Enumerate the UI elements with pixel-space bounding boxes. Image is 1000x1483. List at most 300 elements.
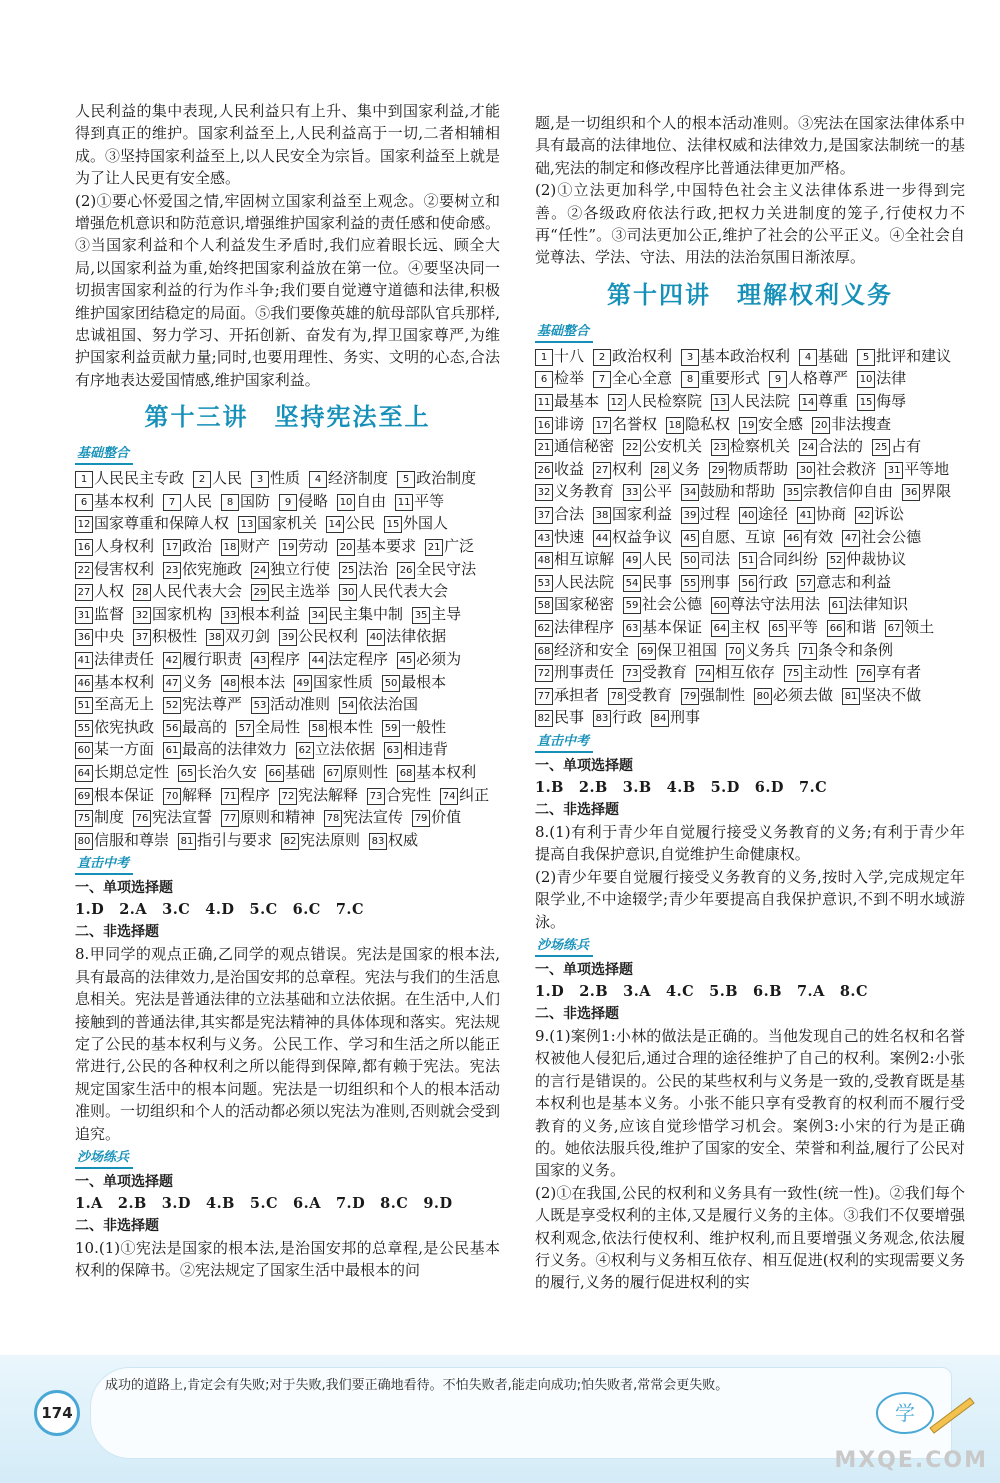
blank-text: 宪法原则 (300, 830, 361, 849)
blank-answer (75, 467, 184, 490)
nonmc-label-13a: 二、非选择题 (75, 924, 159, 941)
logo-char: 学 (895, 1401, 915, 1425)
blank-answer (726, 639, 790, 662)
watermark: MXQE.COM (834, 1448, 988, 1473)
question-9-14: 9.(1)案例1:小林的做法是正确的。当他发现自己的姓名权和名誉权被他人侵犯后,通过合理的途径维护了自己的权利。案例2:小张的言行是错误的。公民的某些权利与义务是一致的,受教育既是基本权利也是基本义务。小张不能只享有受教育的权利而不履行受教育的义务,应该自觉珍惜学习机会。案例3:小宋的行为是正确的。她依法服兵役,维护了国家的安全、荣誉和利益,履行了公民对国家的义务。 (2)①在我国,公民的权利和义务具有一致性(统一性)。②我们每个人既是享受权利的主体,又是履行义务的主体。③我们不仅要增强权利观念,依法行使权利、维护权利,而且要增强义务观念,依法履行义务。④权利与义务相互依存、相互促进(权利的实现需要义务的履行,义务的履行促进权利的实 (535, 1026, 965, 1292)
blank-text: 人民民主专政 (94, 469, 185, 488)
blank-answer (251, 648, 300, 671)
blank-number: 72 (535, 665, 553, 682)
blank-number: 74 (696, 665, 714, 682)
blank-text: 安全感 (758, 414, 804, 433)
blank-number: 40 (367, 629, 385, 646)
blank-answer (133, 580, 242, 603)
blank-text: 检察机关 (730, 437, 791, 456)
blank-answer (75, 738, 154, 761)
blank-number: 43 (535, 530, 553, 547)
blank-answer (842, 526, 921, 549)
blank-text: 义务兵 (745, 640, 791, 659)
blank-number: 50 (681, 552, 699, 569)
blank-answer (75, 625, 124, 648)
blank-number: 2 (593, 349, 611, 366)
blank-text: 义务 (670, 459, 701, 478)
blank-text: 意志和利益 (816, 572, 892, 591)
blank-answer (608, 390, 702, 413)
blank-answer (75, 671, 154, 694)
blank-text: 外国人 (403, 514, 449, 533)
blank-text: 根本利益 (240, 604, 301, 623)
blank-number: 3 (251, 471, 269, 488)
blank-text: 人民 (212, 469, 243, 488)
blank-number: 5 (397, 471, 415, 488)
blank-number: 77 (221, 810, 239, 827)
blank-text: 和谐 (846, 617, 877, 636)
blank-number: 64 (711, 620, 729, 637)
blank-text: 义务 (182, 672, 213, 691)
blank-text: 十八 (554, 346, 585, 365)
blank-text: 行政 (612, 708, 643, 727)
blank-answer (681, 503, 730, 526)
blank-text: 通信秘密 (554, 437, 615, 456)
blank-number: 38 (593, 507, 611, 524)
blank-number: 38 (206, 629, 224, 646)
blank-text: 宪法尊严 (182, 695, 243, 714)
blank-number: 68 (535, 643, 553, 660)
blank-answer (75, 580, 124, 603)
blank-answer (711, 390, 790, 413)
blank-answer (163, 558, 242, 581)
blank-number: 59 (623, 597, 641, 614)
blank-answer (593, 367, 672, 390)
blank-text: 全心全意 (612, 369, 673, 388)
blank-text: 相互依存 (715, 663, 776, 682)
blank-text: 民事 (642, 572, 673, 591)
blank-number: 9 (279, 494, 297, 511)
blank-answer (163, 490, 212, 513)
blank-number: 58 (309, 720, 327, 737)
blank-number: 78 (608, 688, 626, 705)
blank-text: 人民法院 (730, 392, 791, 411)
blank-answer (608, 684, 672, 707)
blank-text: 基本要求 (356, 537, 417, 556)
nonmc-label-13b: 二、非选择题 (75, 1218, 159, 1235)
blank-number: 67 (885, 620, 903, 637)
blank-answer (412, 806, 461, 829)
blank-text: 合法 (554, 505, 585, 523)
blank-text: 尊重 (818, 392, 849, 411)
blank-answer (206, 625, 270, 648)
blank-text: 活动准则 (270, 695, 331, 714)
blank-text: 承担者 (554, 685, 600, 704)
blank-number: 75 (784, 665, 802, 682)
blank-answer (75, 761, 169, 784)
section-basics-13: 基础整合 (75, 445, 133, 465)
blank-number: 5 (857, 349, 875, 366)
blank-answer (425, 535, 474, 558)
blank-text: 强制性 (700, 685, 746, 704)
blank-number: 83 (593, 710, 611, 727)
blank-text: 合法的 (818, 437, 864, 456)
mc-answers-14b: 1.D 2.B 3.A 4.C 5.B 6.B 7.A 8.C (535, 982, 869, 1000)
right-paragraph-2: (2)①立法更加科学,中国特色社会主义法律体系进一步得到完善。②各级政府依法行政,把权力关进制度的笼子,行使权力不再“任性”。③司法更加公正,维护了社会的公平正义。④全社会自觉尊法、学法、守法、用法的法治氛围日渐浓厚。 (535, 181, 965, 267)
left-paragraph-1: 人民利益的集中表现,人民利益只有上升、集中到国家利益,才能得到真正的维护。国家利益至上,人民利益高于一切,二者相辅相成。③坚持国家利益至上,以人民安全为宗旨。国家利益至上就是为了让人民更有安全感。 (75, 102, 500, 188)
mc-label-14a: 一、单项选择题 (535, 757, 633, 774)
blank-text: 国家秘密 (554, 595, 615, 614)
blank-text: 政治 (182, 537, 213, 556)
blank-answer (799, 435, 863, 458)
blank-number: 15 (384, 516, 402, 533)
blank-answer (75, 490, 154, 513)
blank-answer (163, 671, 212, 694)
blank-text: 基本权利 (94, 491, 155, 510)
blank-answer (384, 738, 448, 761)
blank-number: 19 (279, 539, 297, 556)
blank-text: 过程 (700, 505, 731, 523)
blank-number: 42 (163, 652, 181, 669)
blank-text: 价值 (431, 808, 462, 827)
blank-text: 制度 (94, 808, 125, 827)
mc-label-13a: 一、单项选择题 (75, 880, 173, 897)
blank-number: 21 (535, 439, 553, 456)
blank-text: 解释 (182, 785, 213, 804)
blank-text: 财产 (240, 537, 271, 556)
blank-number: 45 (397, 652, 415, 669)
blank-answer (535, 639, 629, 662)
blank-number: 76 (857, 665, 875, 682)
blank-answer (593, 458, 642, 481)
blank-text: 法律责任 (94, 650, 155, 669)
blank-text: 积极性 (152, 627, 198, 646)
blank-number: 56 (163, 720, 181, 737)
blank-number: 51 (75, 697, 93, 714)
blank-answer (397, 467, 476, 490)
blank-number: 52 (827, 552, 845, 569)
blank-number: 10 (857, 371, 875, 388)
blank-text: 法治 (358, 559, 389, 578)
blank-answer (309, 648, 388, 671)
blank-answer (593, 413, 657, 436)
blank-text: 必须去做 (773, 685, 834, 704)
blank-text: 公安机关 (642, 437, 703, 456)
blank-text: 仲裁协议 (846, 550, 907, 569)
blank-answer (397, 558, 476, 581)
blank-text: 履行职责 (182, 650, 243, 669)
blank-text: 人民代表大会 (152, 582, 243, 601)
blank-answer (279, 784, 358, 807)
blank-answer (75, 806, 124, 829)
blank-number: 3 (681, 349, 699, 366)
blank-text: 人民代表大会 (358, 582, 449, 601)
blank-answer (163, 738, 287, 761)
blank-number: 40 (739, 507, 757, 524)
blank-answer (279, 490, 328, 513)
blank-number: 1 (535, 349, 553, 366)
blank-text: 人民法院 (554, 572, 615, 591)
blank-number: 72 (279, 788, 297, 805)
blank-text: 领土 (904, 617, 935, 636)
blank-text: 劳动 (298, 537, 329, 556)
blank-number: 24 (799, 439, 817, 456)
blank-answer (535, 526, 584, 549)
blank-answer (784, 480, 893, 503)
blank-answer (696, 661, 775, 684)
blank-answer (797, 571, 891, 594)
blank-text: 有效 (803, 527, 834, 546)
left-column (75, 100, 500, 1282)
blank-text: 基础 (285, 763, 316, 781)
blank-answer (395, 490, 444, 513)
blank-text: 权利 (612, 459, 643, 478)
blank-text: 协商 (816, 505, 847, 523)
blank-text: 人民 (642, 550, 673, 569)
blank-answer (535, 480, 614, 503)
blank-text: 物质帮助 (728, 459, 789, 478)
blank-number: 31 (885, 462, 903, 479)
blank-number: 27 (593, 462, 611, 479)
blank-text: 诽谤 (554, 414, 585, 433)
blank-answer (382, 671, 446, 694)
blank-text: 检举 (554, 369, 585, 388)
section-practice-13: 沙场练兵 (75, 1149, 133, 1169)
blank-number: 4 (309, 471, 327, 488)
blank-text: 名誉权 (612, 414, 658, 433)
blank-number: 27 (75, 584, 93, 601)
blank-answer (739, 503, 788, 526)
blank-answer (857, 661, 921, 684)
blank-answer (535, 367, 584, 390)
blank-answer (535, 593, 614, 616)
blank-text: 批评和建议 (876, 346, 952, 365)
blank-text: 平等 (788, 617, 819, 636)
blank-text: 行政 (758, 572, 789, 591)
blank-number: 70 (726, 643, 744, 660)
blank-answer (236, 716, 300, 739)
blank-number: 79 (412, 810, 430, 827)
blank-number: 82 (535, 710, 553, 727)
blank-number: 20 (812, 417, 830, 434)
blank-text: 至高无上 (94, 695, 155, 714)
blank-number: 70 (163, 788, 181, 805)
blank-text: 某一方面 (94, 740, 155, 759)
blank-text: 根本法 (240, 672, 286, 691)
blank-number: 71 (799, 643, 817, 660)
blank-text: 法律程序 (554, 617, 615, 636)
blank-text: 侮辱 (876, 392, 907, 411)
blank-text: 主动性 (803, 663, 849, 682)
blank-answer (681, 548, 730, 571)
blank-answer (535, 390, 599, 413)
blank-text: 公民 (345, 514, 376, 533)
blank-answer (535, 548, 614, 571)
blank-number: 82 (281, 833, 299, 850)
blank-answer (221, 603, 300, 626)
blank-text: 原则性 (343, 763, 389, 781)
blank-answer (382, 716, 446, 739)
blank-text: 一般性 (401, 717, 447, 736)
blank-number: 15 (857, 394, 875, 411)
blank-answer (872, 435, 921, 458)
blank-text: 主权 (730, 617, 761, 636)
blank-number: 68 (397, 765, 415, 782)
blank-text: 隐私权 (685, 414, 731, 433)
blank-number: 32 (133, 607, 151, 624)
blank-answer (133, 806, 212, 829)
blank-text: 依法治国 (358, 695, 419, 714)
blank-number: 12 (75, 516, 93, 533)
blank-answer (885, 458, 949, 481)
blank-text: 基本权利 (94, 672, 155, 691)
blank-number: 37 (535, 507, 553, 524)
blank-answer (75, 693, 154, 716)
blank-text: 经济制度 (328, 469, 389, 488)
blank-number: 8 (681, 371, 699, 388)
blank-answer (754, 684, 833, 707)
blank-text: 非法搜查 (831, 414, 892, 433)
blank-number: 48 (221, 675, 239, 692)
blank-number: 41 (75, 652, 93, 669)
blank-number: 12 (608, 394, 626, 411)
blank-text: 必须为 (416, 650, 462, 669)
blank-answer (296, 738, 375, 761)
blank-number: 18 (666, 417, 684, 434)
mc-label-13b: 一、单项选择题 (75, 1174, 173, 1191)
blank-answer (309, 716, 373, 739)
blank-text: 法律依据 (386, 627, 447, 646)
blank-text: 保卫祖国 (657, 640, 718, 659)
blank-text: 基本保证 (642, 617, 703, 636)
blank-answer (623, 593, 702, 616)
blank-text: 国防 (240, 491, 271, 510)
blank-number: 35 (412, 607, 430, 624)
blank-number: 7 (593, 371, 611, 388)
blank-number: 80 (75, 833, 93, 850)
blank-number: 30 (797, 462, 815, 479)
blank-answer (535, 503, 584, 526)
blank-answer (221, 671, 285, 694)
left-paragraph-2: (2)①要心怀爱国之情,牢固树立国家利益至上观念。②要树立和增强危机意识和防范意识,增强维护国家利益的责任感和使命感。③当国家利益和个人利益发生矛盾时,我们应着眼长远、顾全大局,以国家利益为重,始终把国家利益放在第一位。④要坚决同一切损害国家利益的行为作斗争;我们要自觉遵守道德和法律,积极维护国家团结稳定的局面。⑤我们要像英雄的航母部队官兵那样,忠诚祖国、努力学习、开拓创新、奋发有为,捍卫国家尊严,为维护国家利益贡献力量;同时,也要用理性、务实、文明的心态,合法有序地表达爱国情感,维护国家利益。 (75, 191, 500, 389)
blank-number: 74 (440, 788, 458, 805)
blank-number: 50 (382, 675, 400, 692)
blank-number: 61 (163, 742, 181, 759)
section-exam-13: 直击中考 (75, 855, 133, 875)
blank-text: 快速 (554, 527, 585, 546)
blank-text: 坚决不做 (861, 685, 922, 704)
blank-text: 社会公德 (861, 527, 922, 546)
blank-text: 程序 (240, 785, 271, 804)
blank-number: 84 (651, 710, 669, 727)
blank-text: 占有 (891, 437, 922, 456)
blank-answer (326, 512, 375, 535)
blank-text: 国家机关 (257, 514, 318, 533)
blank-text: 宪法宣传 (343, 808, 404, 827)
blank-text: 法定程序 (328, 650, 389, 669)
blank-number: 29 (251, 584, 269, 601)
blank-number: 43 (251, 652, 269, 669)
blank-text: 主导 (431, 604, 462, 623)
blank-answer (739, 571, 788, 594)
blank-number: 53 (535, 575, 553, 592)
blank-text: 合同纠纷 (758, 550, 819, 569)
blank-answer (440, 784, 489, 807)
blank-number: 62 (296, 742, 314, 759)
blank-text: 依宪执政 (94, 717, 155, 736)
blank-text: 国家性质 (313, 672, 374, 691)
blank-text: 侵害权利 (94, 559, 155, 578)
blank-number: 1 (75, 471, 93, 488)
blank-text: 自由 (356, 491, 387, 510)
nonmc-label-14a: 二、非选择题 (535, 801, 619, 818)
blank-text: 刑事 (700, 572, 731, 591)
blank-number: 33 (221, 607, 239, 624)
blank-text: 法律知识 (848, 595, 909, 614)
blank-answer (193, 467, 242, 490)
blank-answer (397, 648, 461, 671)
blank-answer (769, 367, 848, 390)
page-footer (0, 1355, 1000, 1483)
blank-text: 享有者 (876, 663, 922, 682)
blank-answer (163, 535, 212, 558)
blank-answer (857, 367, 906, 390)
blank-number: 46 (75, 675, 93, 692)
blank-answer (681, 480, 775, 503)
blank-number: 25 (339, 562, 357, 579)
blank-number: 56 (739, 575, 757, 592)
blank-text: 社会救济 (816, 459, 877, 478)
blank-number: 14 (799, 394, 817, 411)
blank-number: 49 (294, 675, 312, 692)
blank-answer (623, 435, 702, 458)
blank-number: 36 (902, 484, 920, 501)
blank-answer (309, 603, 403, 626)
blank-text: 宪法宣誓 (152, 808, 213, 827)
blank-answer (324, 806, 403, 829)
nonmc-label-14b: 二、非选择题 (535, 1005, 619, 1022)
blank-text: 宪法解释 (298, 785, 359, 804)
blank-number: 81 (178, 833, 196, 850)
blank-number: 14 (326, 516, 344, 533)
blank-answer (221, 490, 270, 513)
blank-number: 28 (133, 584, 151, 601)
blank-answer (623, 661, 687, 684)
blank-answer (711, 435, 790, 458)
blank-number: 63 (623, 620, 641, 637)
blank-number: 52 (163, 697, 181, 714)
blank-answer (857, 345, 951, 368)
study-logo-icon (870, 1383, 980, 1443)
blank-number: 65 (178, 765, 196, 782)
blank-answer (75, 716, 154, 739)
blank-text: 根本保证 (94, 785, 155, 804)
blank-answer (238, 512, 317, 535)
blank-number: 7 (163, 494, 181, 511)
mc-answers-14a: 1.B 2.B 3.B 4.B 5.D 6.D 7.C (535, 778, 828, 796)
blank-text: 自愿、互谅 (700, 527, 776, 546)
blank-number: 73 (623, 665, 641, 682)
right-paragraph-1: 题,是一切组织和个人的根本活动准则。③宪法在国家法律体系中具有最高的法律地位、法律权威和法律效力,是国家法制统一的基础,宪法的制定和修改程序比普通法律更加严格。 (535, 114, 965, 177)
blank-text: 受教育 (642, 663, 688, 682)
blank-number: 54 (339, 697, 357, 714)
blank-text: 基本权利 (416, 763, 477, 781)
blank-text: 双刃剑 (225, 627, 271, 646)
blank-text: 人身权利 (94, 537, 155, 556)
blank-number: 25 (872, 439, 890, 456)
mc-answers-13a: 1.D 2.A 3.C 4.D 5.C 6.C 7.C (75, 901, 365, 919)
blank-answer (75, 558, 154, 581)
blank-text: 全局性 (255, 717, 301, 736)
blank-number: 34 (309, 607, 327, 624)
blank-answer (623, 571, 672, 594)
question-10-13: 10.(1)①宪法是国家的根本法,是治国安邦的总章程,是公民基本权利的保障书。②宪法规定了国家生活中最根本的问 (75, 1239, 500, 1280)
blank-text: 相互谅解 (554, 550, 615, 569)
